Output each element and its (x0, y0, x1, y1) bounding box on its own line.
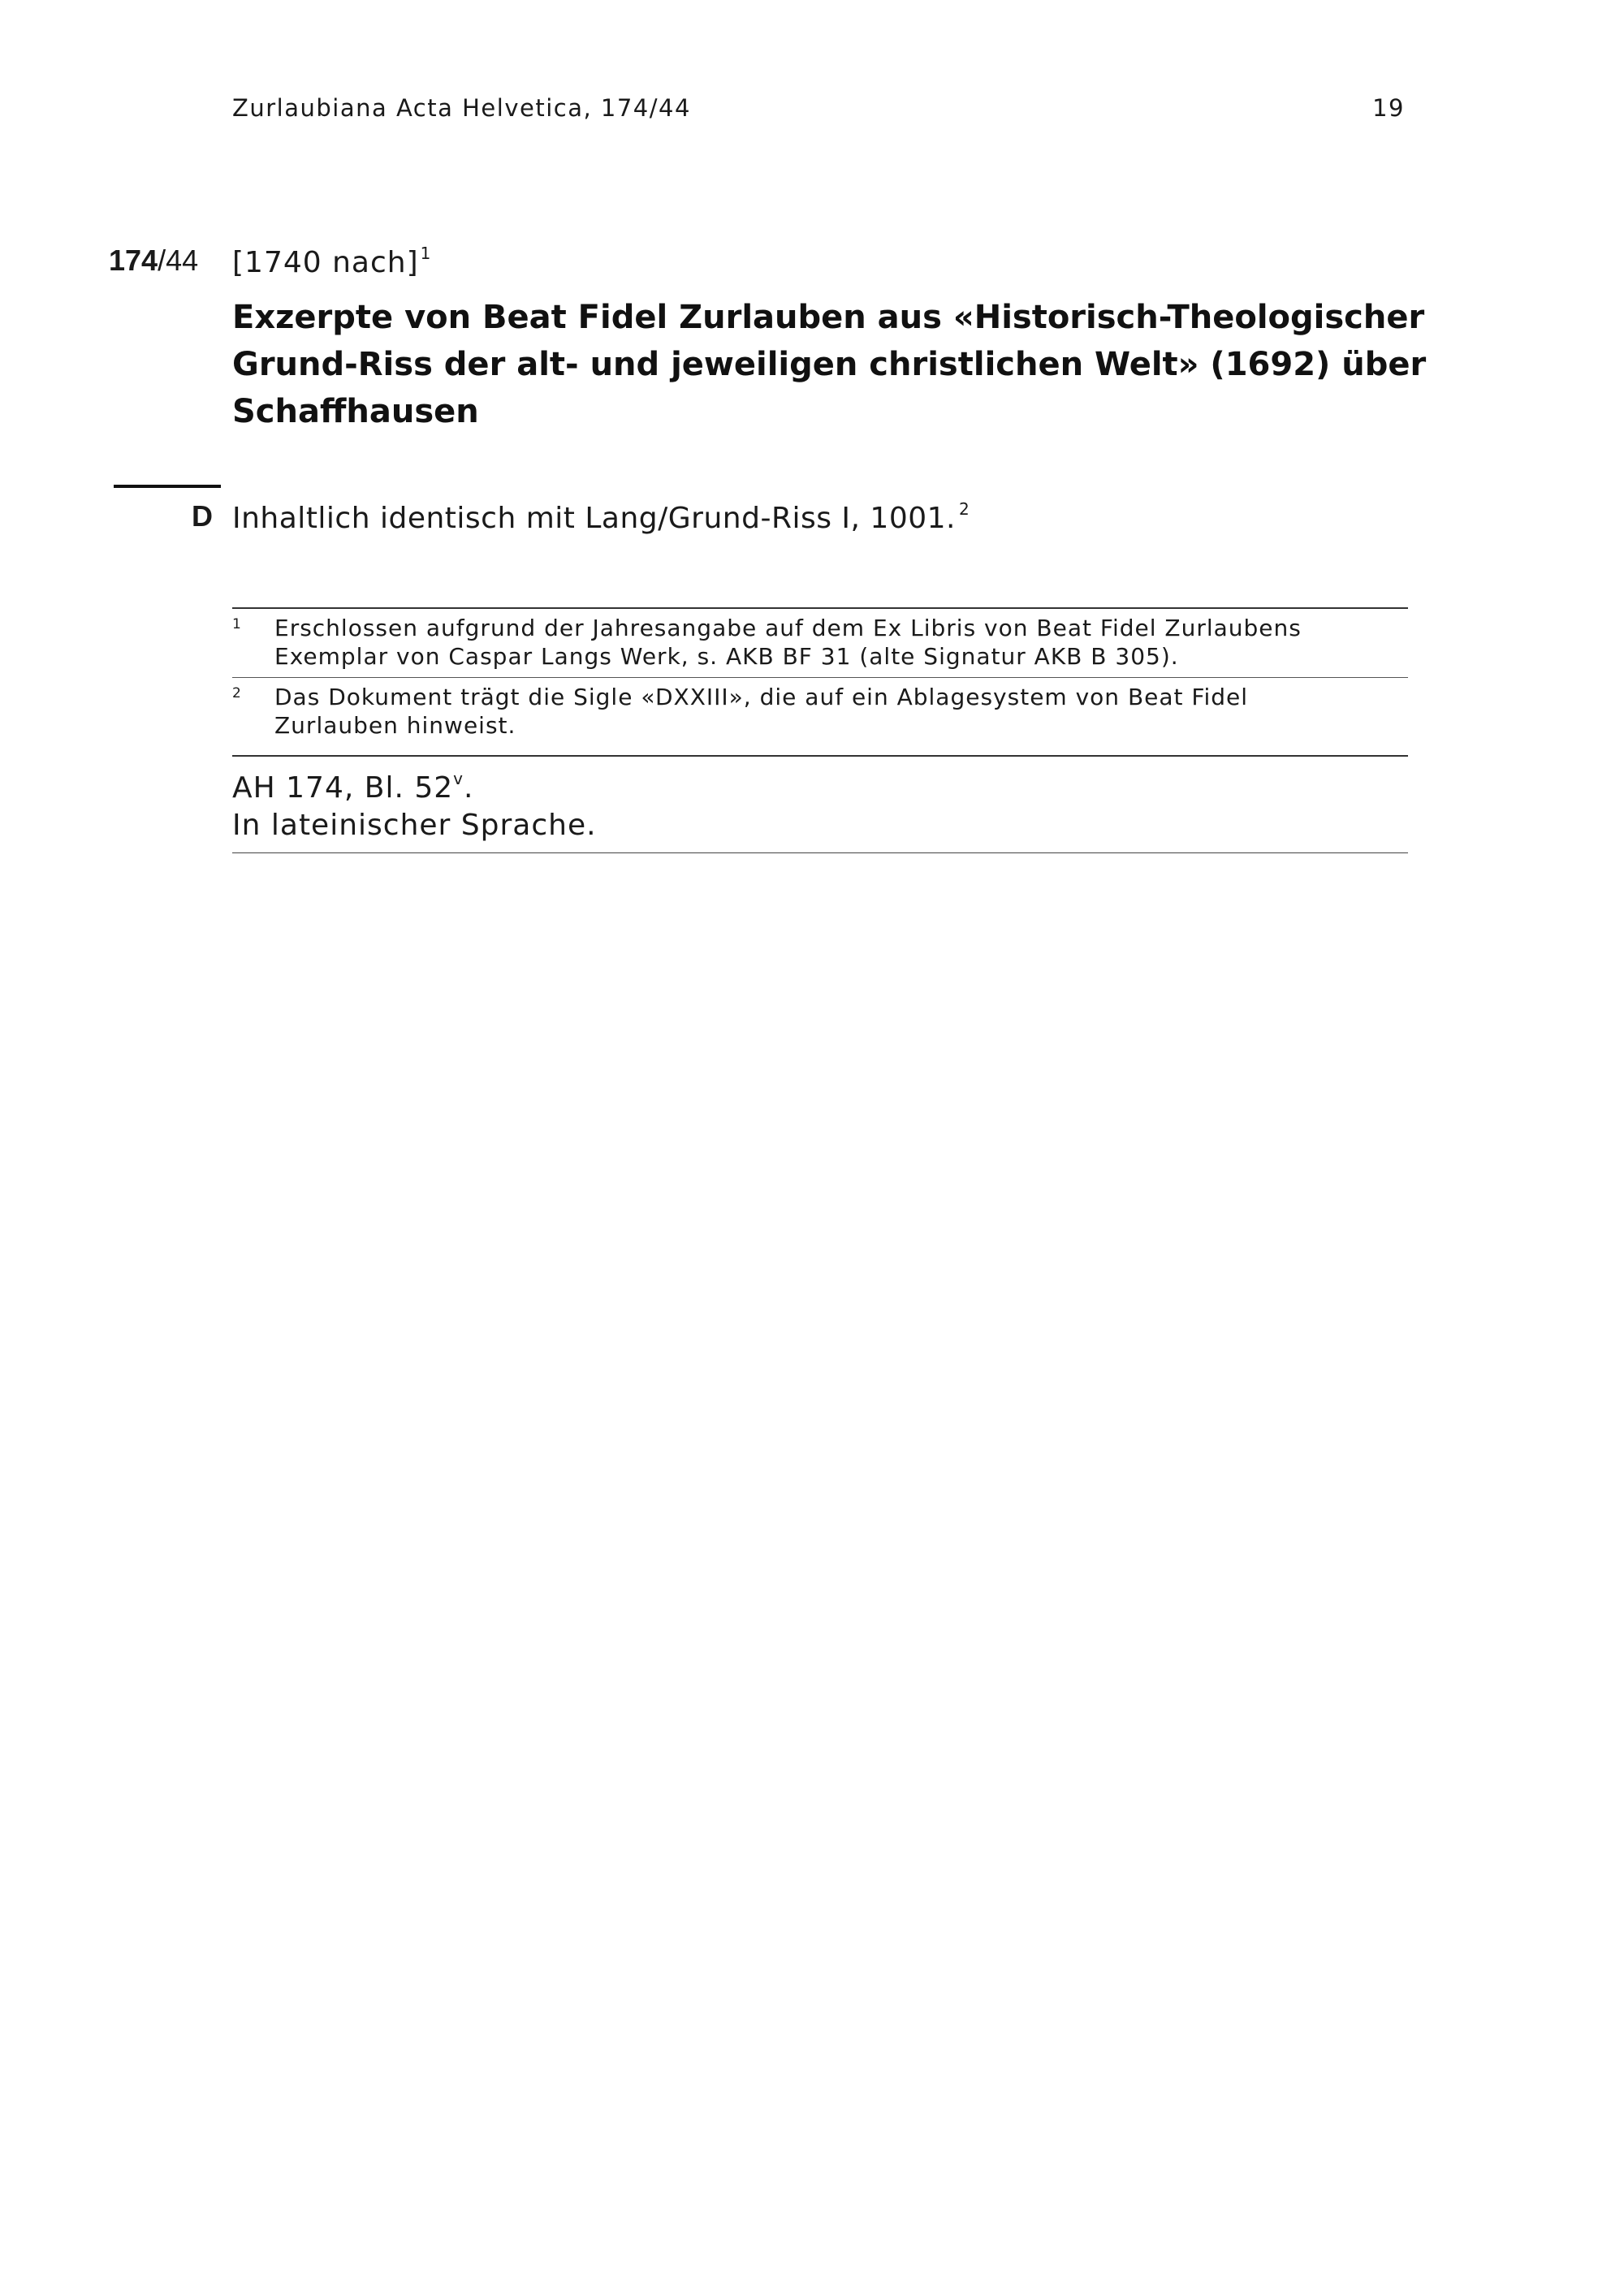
signature-end: . (463, 771, 474, 805)
footnote (232, 609, 1408, 677)
document-date-text: [1740 nach] (232, 246, 419, 279)
footnote-line: Das Dokument trägt die Sigle «DXXIII», die auf ein Ablagesystem von Beat Fidel (274, 684, 1249, 710)
margin-rule (114, 485, 221, 488)
footnote-ref-1[interactable]: 1 (420, 244, 432, 263)
source-signature (232, 760, 1408, 807)
footnote-mark: 2 (232, 685, 242, 701)
signature-text: AH 174, Bl. 52 (232, 771, 454, 805)
signature-verso-mark: v (453, 769, 464, 788)
footnote-line: Erschlossen aufgrund der Jahresangabe auf dem Ex Libris von Beat Fidel Zurlaubens (274, 615, 1302, 641)
document-title (232, 294, 1427, 435)
footnote-line: Exemplar von Caspar Langs Werk, s. AKB BF 31 (alte Signatur AKB B 305). (274, 643, 1179, 670)
footnotes (232, 607, 1408, 746)
language-note: In lateinischer Sprache. (232, 809, 597, 842)
running-head: Zurlaubiana Acta Helvetica, 174/44 (232, 94, 691, 122)
title-line: Schaffhausen (232, 393, 479, 430)
footnote (232, 677, 1408, 746)
document-number-main: 174 (109, 244, 158, 277)
footnote-ref-2[interactable]: 2 (958, 499, 970, 519)
source-block (232, 755, 1408, 853)
section-text (232, 499, 970, 535)
document-number (109, 244, 198, 278)
document-date (232, 244, 431, 279)
footnote-line: Zurlauben hinweist. (274, 712, 516, 739)
title-line: Grund-Riss der alt- und jeweiligen christlichen Welt» (1692) über (232, 346, 1427, 383)
title-line: Exzerpte von Beat Fidel Zurlauben aus «Historisch-Theologischer (232, 299, 1425, 336)
page-number: 19 (1372, 94, 1405, 122)
document-number-sub: /44 (158, 244, 199, 277)
section-body: Inhaltlich identisch mit Lang/Grund-Riss I, 1001. (232, 502, 956, 535)
section-label: D (192, 499, 213, 533)
footnote-mark: 1 (232, 616, 242, 632)
